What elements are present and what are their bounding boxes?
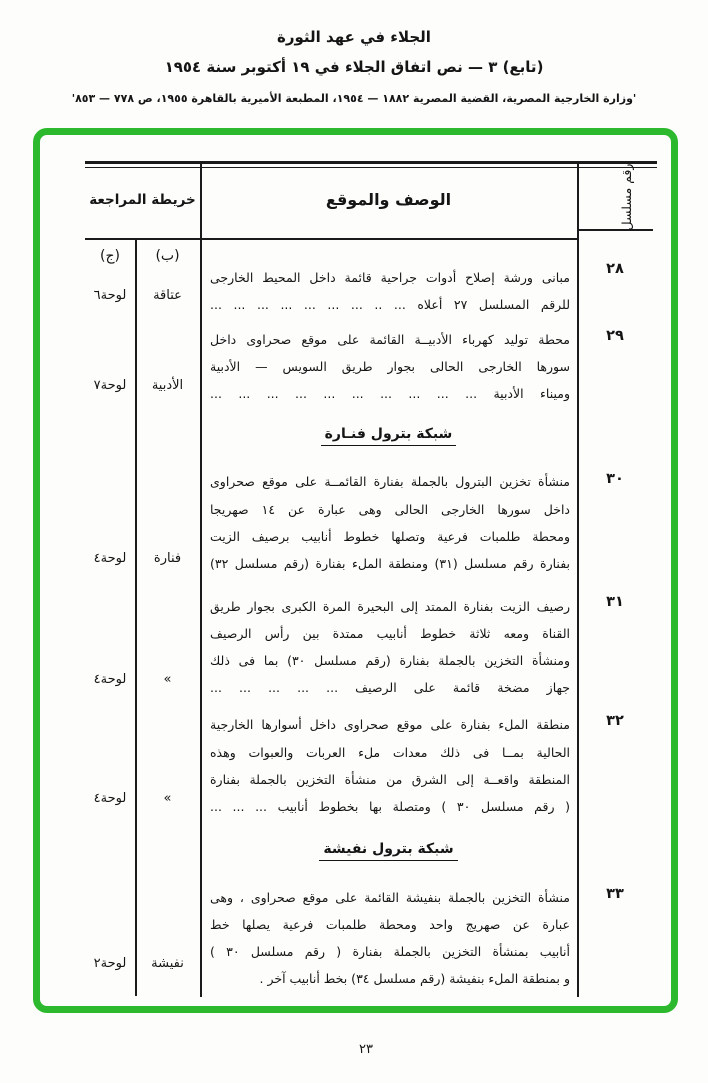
section-heading [200,426,577,442]
map-plate-cell: لوحة٤ [93,791,127,806]
column-header-map-c: (ج) [100,248,120,264]
column-header-description: الوصف والموقع [325,190,452,209]
desc-line: ومنشأة التخزين بالجملة بفنارة (رقم مسلسل ٣٠) بما فى ذلك [210,653,570,668]
desc-line: الحالية بمــا فى ذلك معدات ملء العربات والعبوات وهذه [210,745,570,760]
map-area-cell: » [163,672,172,687]
description-column-divider [200,161,202,997]
desc-line: وميناء الأدبية ... ... ... ... ... ... ... ... ... ... [210,386,570,401]
column-header-map-b: (ب) [155,248,180,264]
desc-line: و بمنطقة الملء بنفيشة (رقم مسلسل ٣٤) بخط أنابيب آخر . [259,971,570,986]
map-plate-cell: لوحة٤ [93,672,127,687]
map-area-cell: نفيشة [151,956,184,971]
section-heading-text: شبكة بترول نفيشة [319,841,457,861]
desc-line: رصيف الزيت بفنارة الممتد إلى البحيرة المرة الكبرى بجوار طريق [210,599,570,614]
map-plate-cell: لوحة٤ [93,551,127,566]
desc-line: سورها الخارجى الحالى بجوار طريق السويس — الأدبية [210,359,570,374]
desc-line: داخل سورها الخارجى الحالى وهى عبارة عن ١٤ صهريجا [210,502,570,517]
desc-line: جهاز مضخة قائمة على الرصيف ... ... ... ... ... [210,680,570,695]
desc-line: ( رقم مسلسل ٣٠ ) ومتصلة بها بخطوط أنابيب ... ... ... [210,799,571,814]
map-plate-cell: لوحة٢ [93,956,127,971]
column-header-serial: رقم مسلسل [619,163,634,231]
row-serial: ٢٨ [606,261,624,277]
desc-line: المنطقة واقعــة إلى الشرق من منشأة التخزين بالجملة بفنارة [210,772,570,787]
desc-line: القناة ومعه ثلاثة خطوط أنابيب ممتدة بين رأس الرصيف [210,626,570,641]
desc-line: ومحطة طلمبات فرعية وتصلها خطوط أنابيب برصيف الزيت [210,529,570,544]
row-serial: ٣١ [606,594,624,610]
table-top-double-rule [85,161,657,168]
map-subcolumn-divider [135,238,137,996]
row-serial: ٣٣ [606,886,624,902]
row-serial: ٢٩ [606,328,624,344]
doc-source-citation: 'وزارة الخارجية المصرية، القضية المصرية ١٨٨٢ — ١٩٥٤، المطبعة الأميرية بالقاهرة ١٩٥٥، ص ٧٧٨ — ٨٥٣' [71,92,637,105]
desc-line: منشأة التخزين بالجملة بنفيشة القائمة على موقع صحراوى ، وهى [210,890,570,905]
desc-line: منطقة الملء بفنارة على موقع صحراوى داخل أسوارها الخارجية [210,717,570,732]
doc-title: الجلاء في عهد الثورة [277,28,431,46]
page-number: ٢٣ [359,1042,373,1057]
row-serial: ٣٢ [606,713,624,729]
desc-line: مبانى ورشة إصلاح أدوات جراحية قائمة داخل المحيط الخارجى [210,270,570,285]
desc-line: عبارة عن صهريج واحد ومحطة طلمبات فرعية يصلها خط [210,917,570,932]
map-area-cell: » [163,791,172,806]
map-area-cell: الأدبية [151,378,184,393]
map-plate-cell: لوحة٧ [93,378,127,393]
map-area-cell: عتاقة [153,288,182,303]
serial-column-divider [577,161,579,997]
map-area-cell: فنارة [153,551,182,566]
section-heading [200,841,577,857]
column-header-map: خريطة المراجعة [89,192,196,208]
doc-subtitle: (تابع) ٣ — نص اتفاق الجلاء في ١٩ أكتوبر سنة ١٩٥٤ [164,58,544,76]
desc-line: بفنارة رقم مسلسل (٣١) ومنطقة الملء بفنارة (رقم مسلسل ٣٢) [210,556,570,571]
map-plate-cell: لوحة٦ [93,288,127,303]
desc-line: منشأة تخزين البترول بالجملة بفنارة القائمــة على موقع صحراوى [210,474,570,489]
desc-line: محطة توليد كهرباء الأدبيــة القائمة على موقع صحراوى داخل [210,332,570,347]
section-heading-text: شبكة بترول فنـارة [321,426,457,446]
desc-line: للرقم المسلسل ٢٧ أعلاه ... .. ... ... ... ... ... ... ... [210,297,571,312]
row-serial: ٣٠ [606,471,624,487]
table-header-rule [85,238,577,240]
desc-line: أنابيب بمنشأة التخزين بالجملة بفنارة ( رقم مسلسل ٣٠ ) [210,944,570,959]
